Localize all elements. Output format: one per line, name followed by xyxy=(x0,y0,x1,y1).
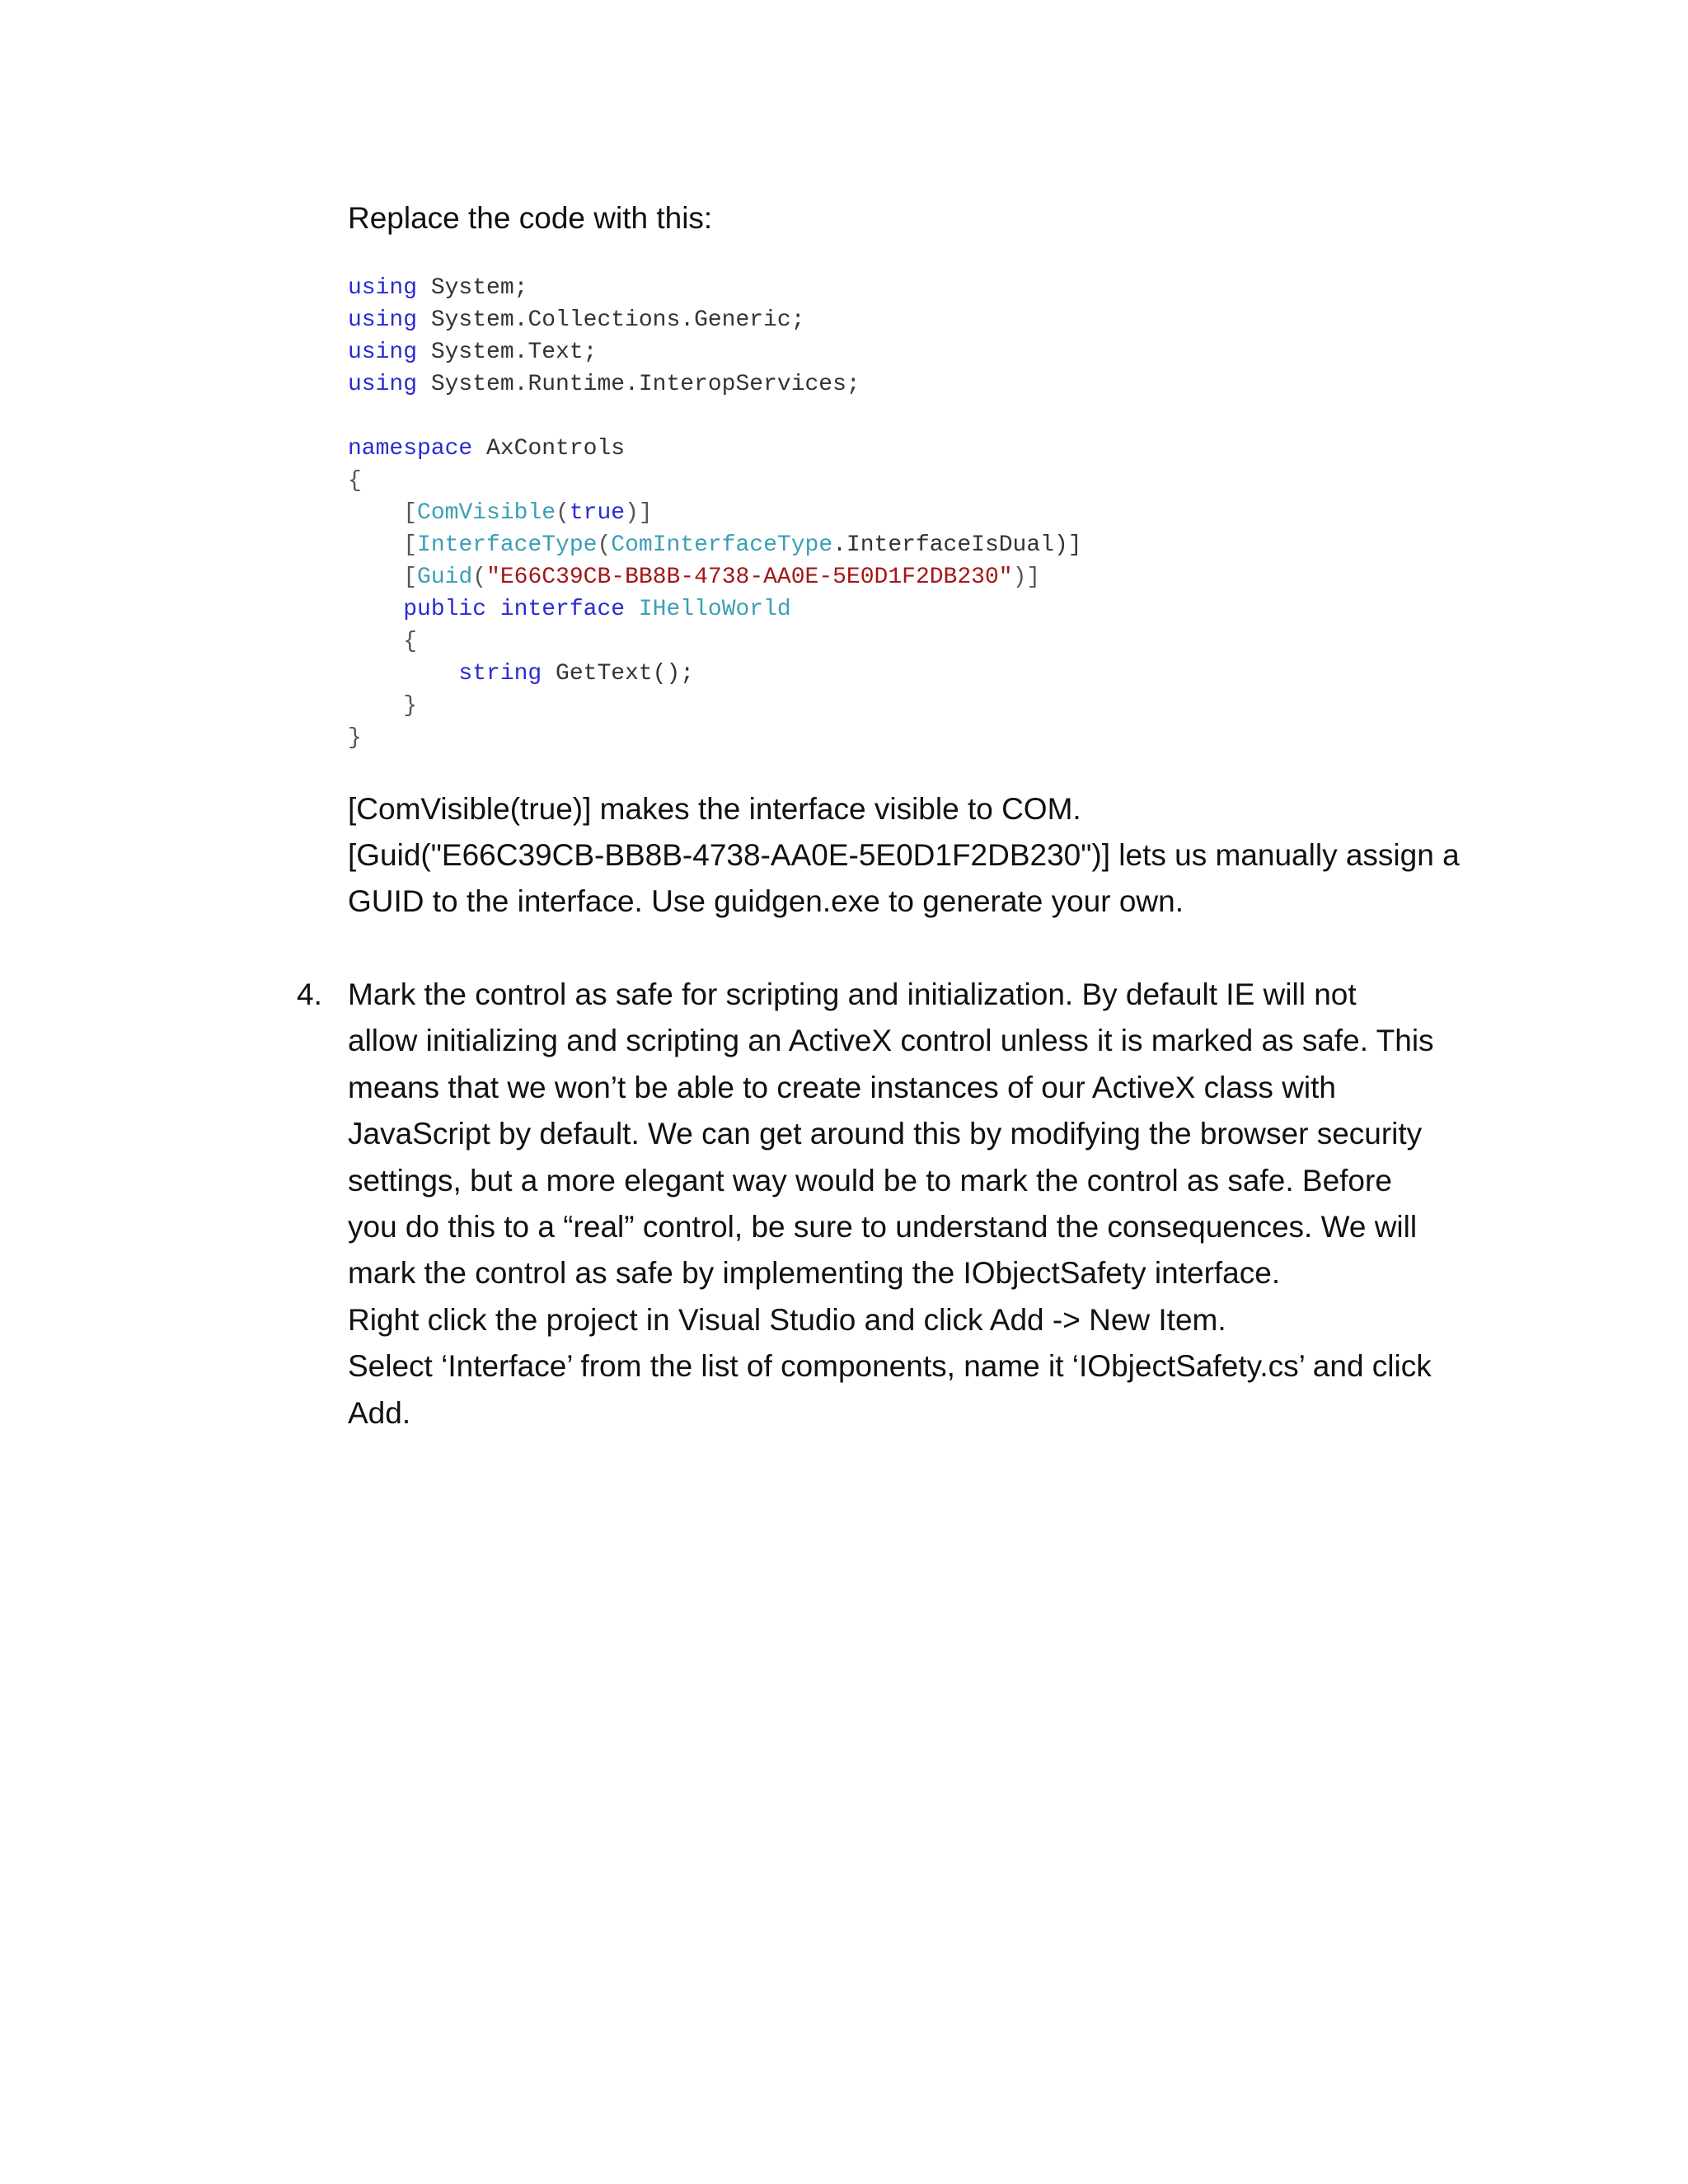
explanation-line-2: [Guid("E66C39CB-BB8B-4738-AA0E-5E0D1F2DB230")] lets us manually assign a xyxy=(348,838,1460,872)
code-line: { xyxy=(348,468,362,494)
code-line xyxy=(348,658,1082,690)
code-line xyxy=(348,433,1082,465)
code-line xyxy=(348,497,1082,529)
code-block xyxy=(348,272,1082,754)
code-keyword: interface xyxy=(486,597,626,622)
code-indent xyxy=(348,532,403,558)
code-keyword: using xyxy=(348,340,418,365)
code-text: .InterfaceIsDual)] xyxy=(832,532,1082,558)
code-bracket: [ xyxy=(403,565,418,590)
step-4-line: allow initializing and scripting an ActiveX control unless it is marked as safe. This xyxy=(348,1024,1434,1058)
code-paren: ( xyxy=(597,532,612,558)
code-indent xyxy=(348,500,403,526)
code-string: "E66C39CB-BB8B-4738-AA0E-5E0D1F2DB230" xyxy=(486,565,1013,590)
code-bracket: [ xyxy=(403,532,418,558)
code-paren: ( xyxy=(556,500,570,526)
code-type: Guid xyxy=(417,565,473,590)
explanation-line-3: GUID to the interface. Use guidgen.exe to generate your own. xyxy=(348,884,1184,918)
step-4-line: JavaScript by default. We can get around this by modifying the browser security xyxy=(348,1117,1423,1151)
code-line xyxy=(348,304,1082,336)
code-line: } xyxy=(348,725,362,751)
code-line: { xyxy=(348,629,418,654)
code-bracket: [ xyxy=(403,500,418,526)
code-keyword: using xyxy=(348,275,418,301)
code-blank-line xyxy=(348,401,1082,433)
step-4-line: you do this to a “real” control, be sure to understand the consequences. We will xyxy=(348,1209,1418,1244)
code-keyword: true xyxy=(569,500,626,526)
code-text: AxControls xyxy=(472,436,626,462)
code-indent xyxy=(348,661,458,687)
intro-text: Replace the code with this: xyxy=(348,201,713,235)
code-indent xyxy=(348,597,403,622)
step-4-line: mark the control as safe by implementing the IObjectSafety interface. xyxy=(348,1256,1281,1291)
step-4-body xyxy=(348,972,1452,1436)
code-text: System.Runtime.InteropServices; xyxy=(417,372,860,397)
code-type: IHelloWorld xyxy=(625,597,791,622)
step-number: 4. xyxy=(297,977,322,1011)
code-bracket: )] xyxy=(625,500,653,526)
code-keyword: namespace xyxy=(348,436,473,462)
code-indent xyxy=(348,565,403,590)
code-paren: ( xyxy=(472,565,487,590)
explanation-line-1: [ComVisible(true)] makes the interface visible to COM. xyxy=(348,792,1081,826)
code-keyword: using xyxy=(348,372,418,397)
step-4-line: Select ‘Interface’ from the list of components, name it ‘IObjectSafety.cs’ and click xyxy=(348,1349,1432,1384)
step-4-line: Mark the control as safe for scripting and initialization. By default IE will not xyxy=(348,977,1357,1011)
code-line xyxy=(348,561,1082,593)
code-text: System.Text; xyxy=(417,340,598,365)
step-4-line: means that we won’t be able to create instances of our ActiveX class with xyxy=(348,1070,1337,1104)
code-line xyxy=(348,272,1082,304)
code-text: GetText(); xyxy=(542,661,695,687)
code-type: ComInterfaceType xyxy=(611,532,833,558)
code-text: System.Collections.Generic; xyxy=(417,307,805,333)
step-4-line: settings, but a more elegant way would be to mark the control as safe. Before xyxy=(348,1163,1392,1197)
code-line: } xyxy=(348,693,418,719)
code-line xyxy=(348,593,1082,626)
code-line xyxy=(348,336,1082,368)
code-keyword: string xyxy=(458,661,542,687)
code-type: ComVisible xyxy=(417,500,556,526)
code-line xyxy=(348,529,1082,561)
code-text: System; xyxy=(417,275,528,301)
code-line xyxy=(348,368,1082,401)
step-4-line: Right click the project in Visual Studio and click Add -> New Item. xyxy=(348,1302,1226,1337)
code-type: InterfaceType xyxy=(417,532,598,558)
code-bracket: )] xyxy=(1012,565,1041,590)
code-keyword: using xyxy=(348,307,418,333)
step-4-line: Add. xyxy=(348,1395,411,1430)
code-keyword: public xyxy=(403,597,487,622)
